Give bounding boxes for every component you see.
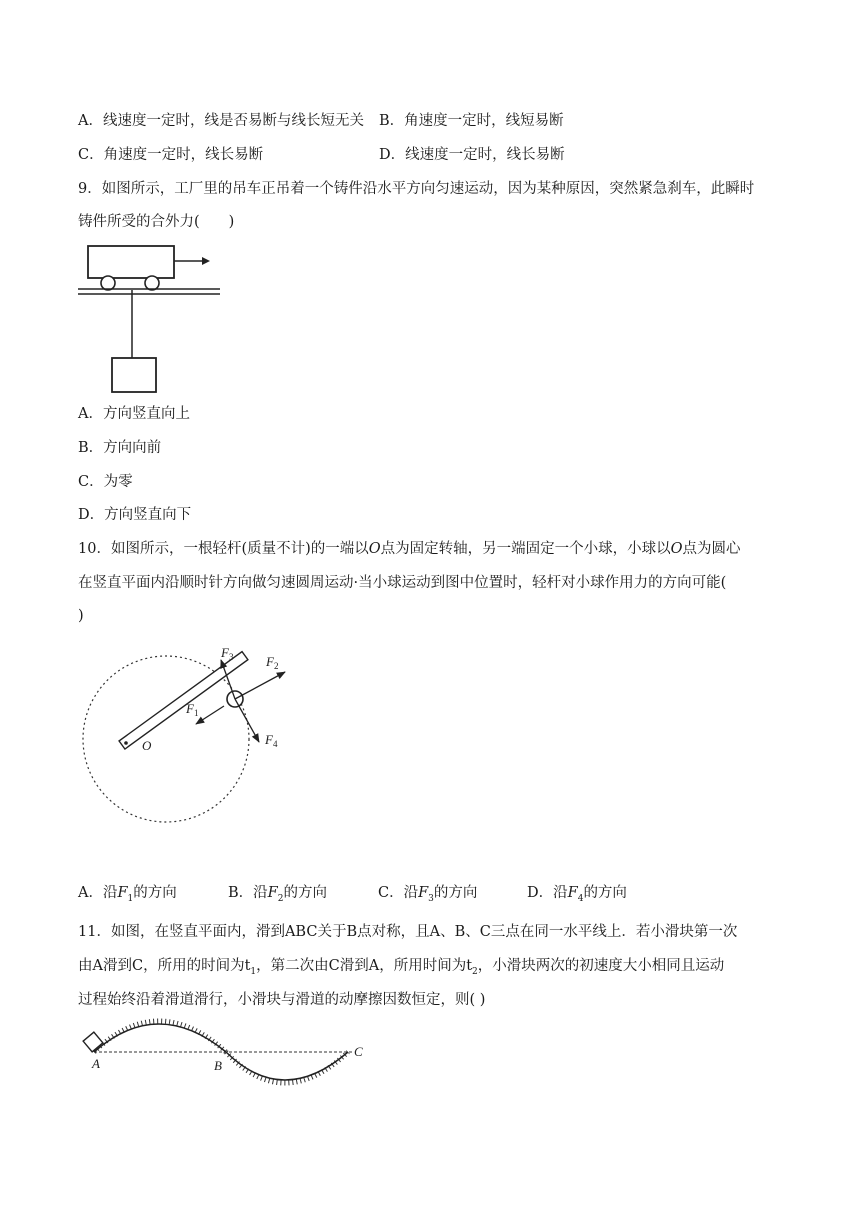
q9-option-d: D．方向竖直向下 [78, 507, 192, 523]
q10-stem-line3: ) [78, 608, 84, 624]
label-f1: $F_1$ [186, 701, 199, 718]
trolley-wheel-left [101, 276, 115, 290]
crane-trolley [88, 246, 174, 278]
label-o: O [142, 738, 152, 753]
pivot-point [124, 741, 128, 745]
slider-block [83, 1032, 103, 1052]
track-arch [94, 1024, 226, 1052]
casting-block [112, 358, 156, 392]
q10-option-b: B．沿$F_2$的方向 [228, 885, 327, 904]
crane-figure [76, 240, 226, 400]
q9-stem-line1: 9．如图所示，工厂里的吊车正吊着一个铸件沿水平方向匀速运动，因为某种原因，突然紧急刹车，此瞬时 [78, 181, 755, 197]
f1-arrow [196, 706, 224, 724]
q8-option-a: A．线速度一定时，线是否易断与线长短无关 [78, 113, 364, 129]
q8-option-b: B．角速度一定时，线短易断 [379, 113, 564, 129]
label-f3: $F_3$ [221, 645, 234, 662]
f2-arrow [235, 672, 285, 699]
slide-track-figure [78, 1010, 388, 1080]
circular-motion-figure [76, 640, 316, 840]
label-f2: $F_2$ [266, 654, 279, 671]
label-f4: $F_4$ [265, 732, 278, 749]
track-trough [226, 1052, 348, 1080]
q10-option-d: D．沿$F_4$的方向 [527, 885, 627, 904]
q9-option-c: C．为零 [78, 474, 133, 490]
q10-option-c: C．沿$F_3$的方向 [378, 885, 478, 904]
label-c: C [354, 1044, 363, 1059]
q11-stem-line2: 由A滑到C，所用的时间为$t_1$，第二次由C滑到A，所用时间为$t_2$，小滑块两次的初速度大小相同且运动 [78, 958, 725, 977]
label-a: A [92, 1056, 100, 1071]
q11-stem-line1: 11．如图，在竖直平面内，滑到ABC关于B点对称，且A、B、C三点在同一水平线上．若小滑块第一次 [78, 924, 738, 940]
q8-option-d: D．线速度一定时，线长易断 [379, 147, 565, 163]
label-b: B [214, 1058, 222, 1073]
q9-option-b: B．方向向前 [78, 440, 162, 456]
q9-stem-line2: 铸件所受的合外力( ) [78, 214, 235, 230]
q10-option-a: A．沿$F_1$的方向 [78, 885, 177, 904]
f4-arrow [235, 699, 259, 742]
dotted-orbit-circle [83, 656, 249, 822]
q10-stem-line2: 在竖直平面内沿顺时针方向做匀速圆周运动·当小球运动到图中位置时，轻杆对小球作用力的方向可能( [78, 575, 727, 591]
motion-arrow-head [202, 257, 210, 265]
track-arch-hatch [94, 1021, 226, 1052]
q10-stem-line1: 10．如图所示，一根轻杆(质量不计)的一端以O点为固定转轴，另一端固定一个小球，小球以O点为圆心 [78, 541, 741, 557]
trolley-wheel-right [145, 276, 159, 290]
q11-stem-line3: 过程始终沿着滑道滑行，小滑块与滑道的动摩擦因数恒定，则( ) [78, 992, 486, 1008]
q8-option-c: C．角速度一定时，线长易断 [78, 147, 264, 163]
q9-option-a: A．方向竖直向上 [78, 406, 190, 422]
